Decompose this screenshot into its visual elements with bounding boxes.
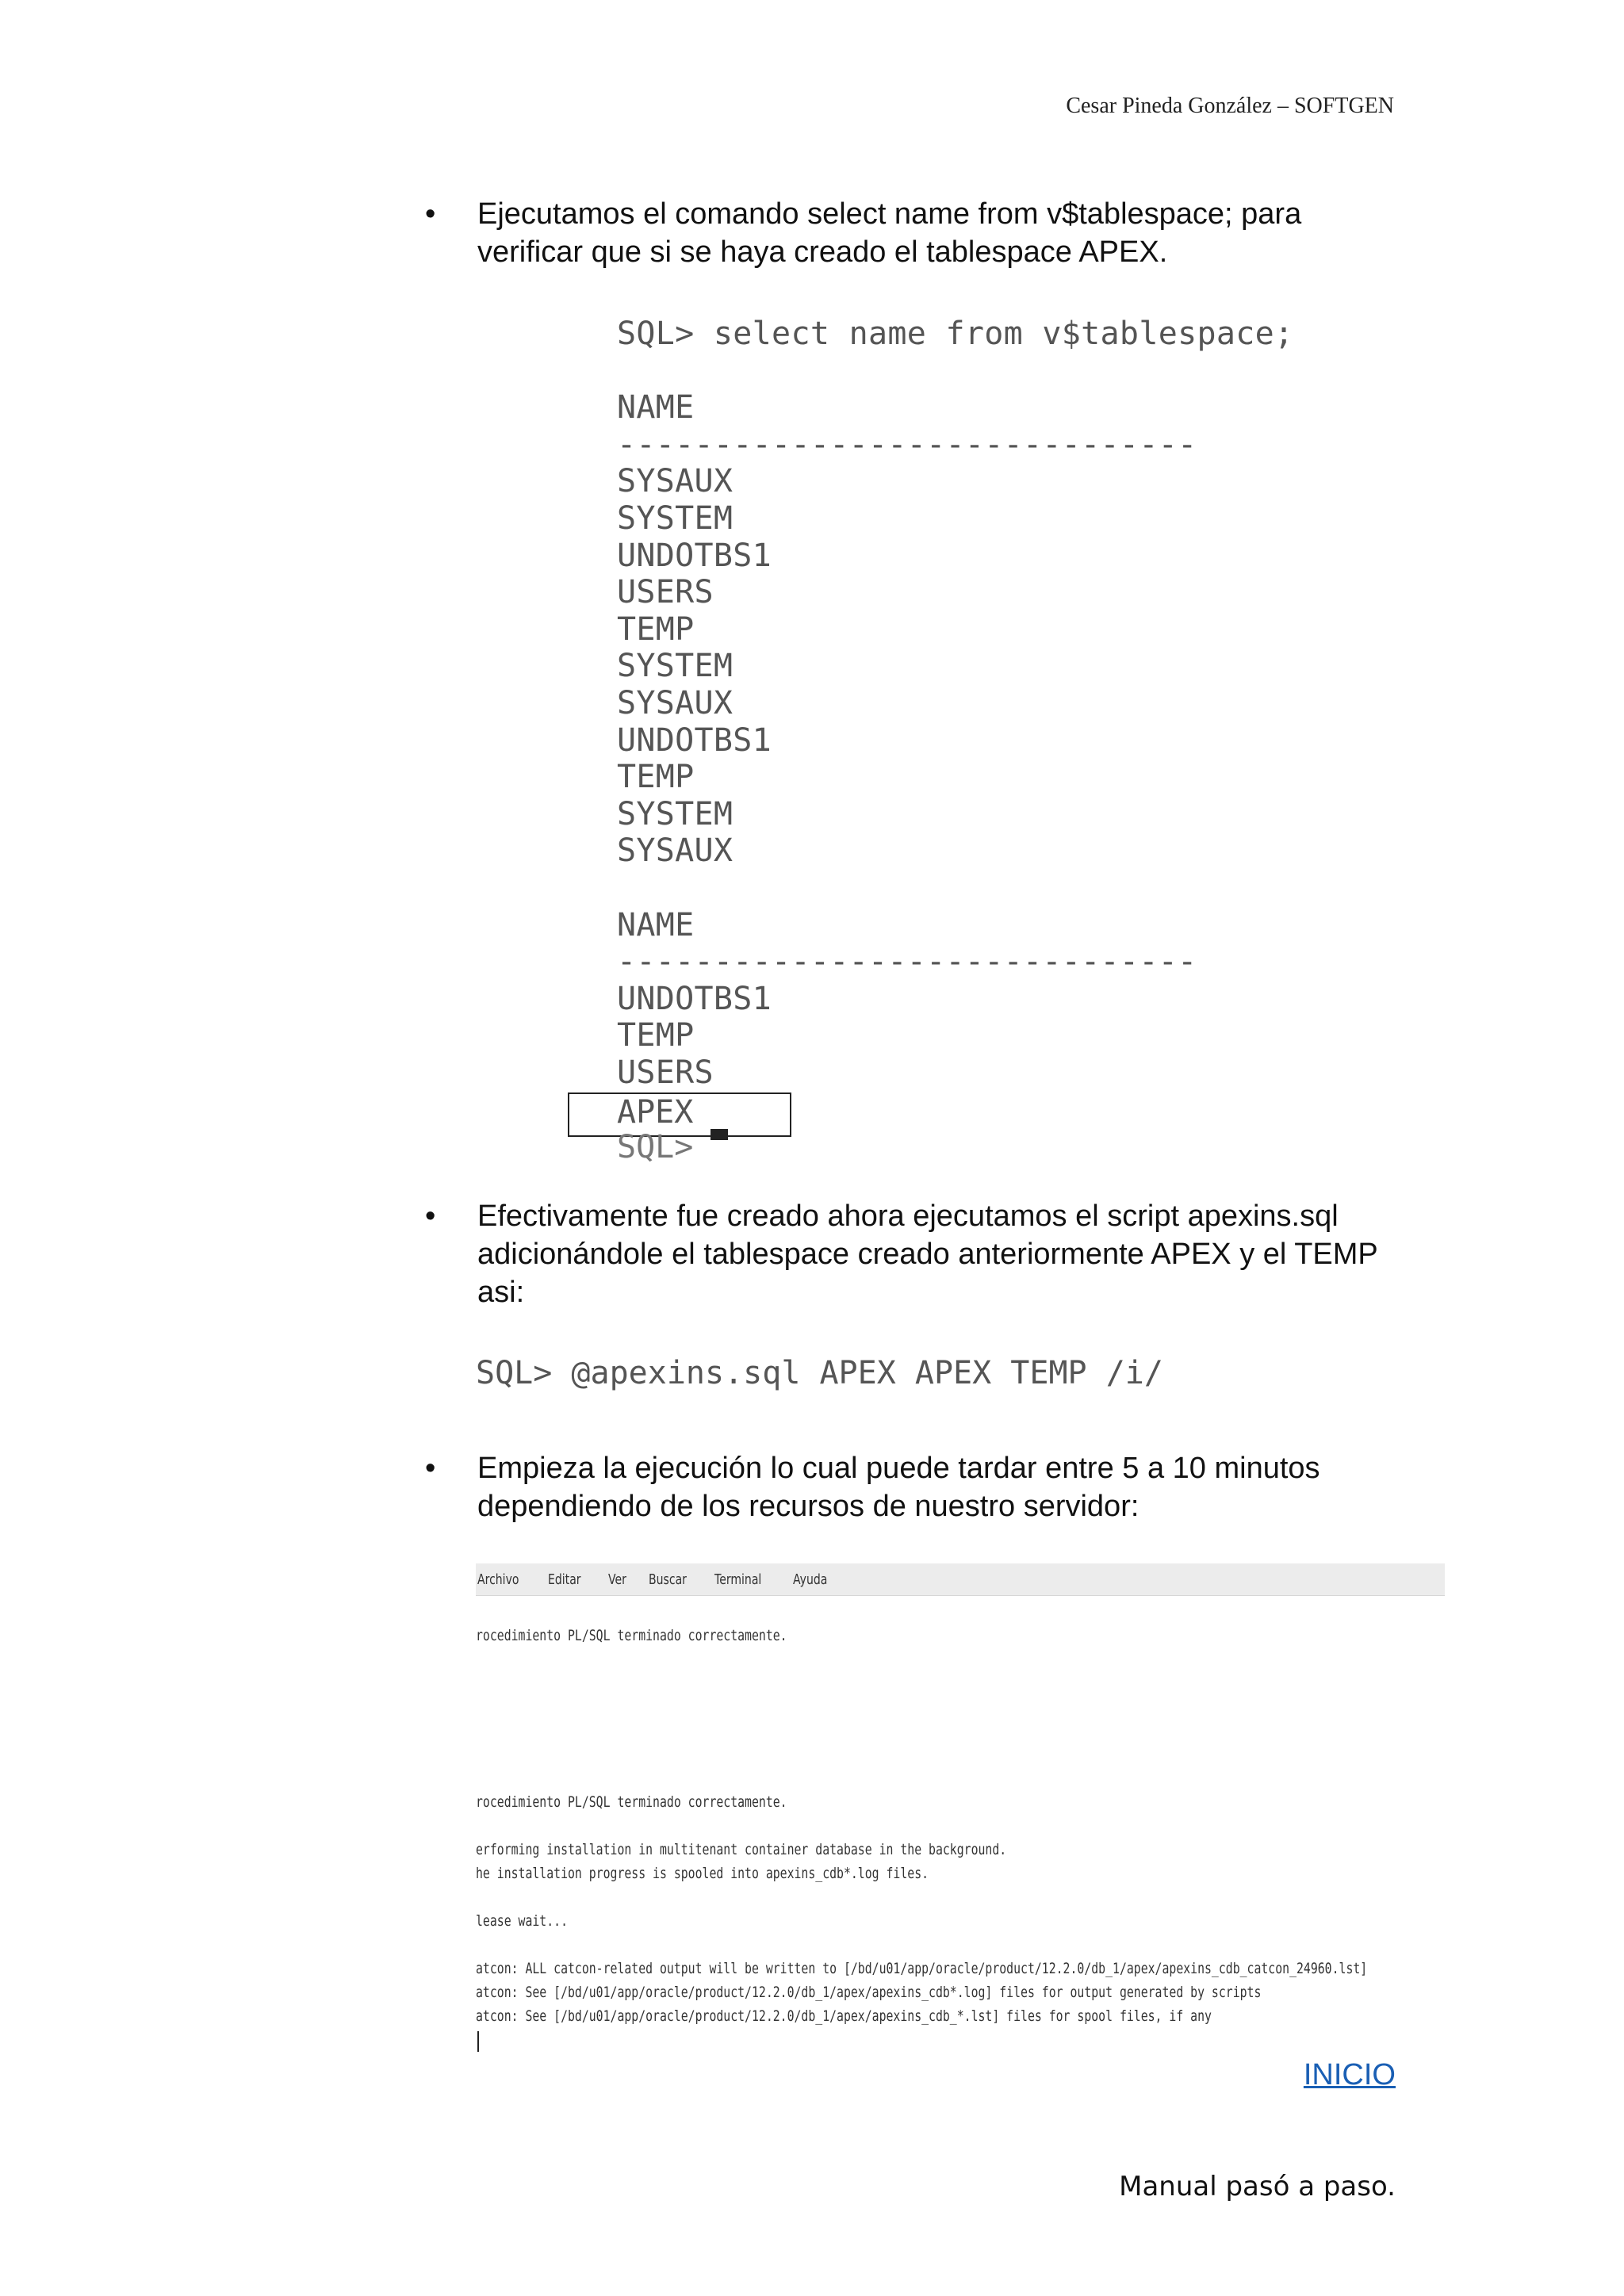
sql-line: SYSAUX <box>617 832 733 870</box>
terminal-menubar <box>476 1563 1445 1596</box>
inicio-link[interactable]: INICIO <box>1303 2058 1396 2091</box>
menu-archivo[interactable]: Archivo <box>477 1571 519 1588</box>
sql-line: SYSAUX <box>617 684 733 721</box>
terminal-line: lease wait... <box>476 1912 569 1930</box>
terminal-line: atcon: See [/bd/u01/app/oracle/product/12.2.0/db_1/apex/apexins_cdb_*.lst] files for spool files, if any <box>476 2007 1212 2025</box>
sql-line: ------------------------------ <box>617 426 1197 463</box>
bullet-item-2 <box>425 1197 1400 1311</box>
page-footer: Manual pasó a paso. <box>1119 2171 1396 2202</box>
sql-line <box>617 870 1293 907</box>
bullet-text: Empieza la ejecución lo cual puede tardar entre 5 a 10 minutos dependiendo de los recursos de nuestro servidor: <box>477 1452 1320 1523</box>
terminal-line: rocedimiento PL/SQL terminado correctamente. <box>476 1627 787 1644</box>
terminal-caret-icon <box>477 2031 479 2052</box>
sql-prompt-fragment: SQL> <box>617 1129 694 1165</box>
sql-output-block <box>617 316 1293 1091</box>
menu-buscar[interactable]: Buscar <box>648 1571 687 1588</box>
cursor-block-icon <box>710 1129 728 1140</box>
sql-line: TEMP <box>617 1017 695 1054</box>
terminal-line: atcon: ALL catcon-related output will be written to [/bd/u01/app/oracle/product/12.2.0/db_1/apex/apexins_cdb_catcon_24960.lst] <box>476 1960 1368 1977</box>
sql-line: SYSTEM <box>617 499 733 537</box>
sql-line: ------------------------------ <box>617 943 1197 981</box>
bullet-item-1 <box>425 195 1400 271</box>
terminal-line: atcon: See [/bd/u01/app/oracle/product/12.2.0/db_1/apex/apexins_cdb*.log] files for output generated by scripts <box>476 1984 1262 2001</box>
sql-line: NAME <box>617 906 695 943</box>
bullet-dot: • <box>425 1200 436 1233</box>
sql-line <box>617 353 1293 390</box>
sql-line: SQL> select name from v$tablespace; <box>617 316 1294 352</box>
sql-line: USERS <box>617 574 714 611</box>
sql-line: SYSAUX <box>617 463 733 500</box>
menu-ayuda[interactable]: Ayuda <box>792 1571 827 1588</box>
sql-line: SYSTEM <box>617 795 733 832</box>
bullet-dot: • <box>425 197 436 231</box>
menu-editar[interactable]: Editar <box>548 1571 581 1588</box>
sql-line: UNDOTBS1 <box>617 721 772 759</box>
menu-terminal[interactable]: Terminal <box>714 1571 762 1588</box>
apex-highlight-box <box>568 1093 791 1165</box>
terminal-line: he installation progress is spooled into apexins_cdb*.log files. <box>476 1865 929 1882</box>
sql-line: USERS <box>617 1054 714 1091</box>
terminal-line: rocedimiento PL/SQL terminado correctamente. <box>476 1793 787 1811</box>
terminal-line: erforming installation in multitenant container database in the background. <box>476 1841 1007 1858</box>
sql-command: SQL> @apexins.sql APEX APEX TEMP /i/ <box>476 1355 1163 1391</box>
menu-ver[interactable]: Ver <box>607 1571 626 1588</box>
bullet-dot: • <box>425 1452 436 1485</box>
terminal-screenshot <box>476 1563 1445 2055</box>
apex-tablespace-name: APEX <box>617 1094 694 1131</box>
bullet-item-3 <box>425 1449 1400 1525</box>
sql-line: TEMP <box>617 610 695 648</box>
bullet-text: Efectivamente fue creado ahora ejecutamos el script apexins.sql adicionándole el tablespace creado anteriormente APEX y el TEMP asi: <box>477 1200 1378 1309</box>
sql-line: SYSTEM <box>617 648 733 685</box>
sql-line: UNDOTBS1 <box>617 537 772 574</box>
sql-line: NAME <box>617 389 695 427</box>
sql-line: UNDOTBS1 <box>617 980 772 1017</box>
bullet-text: Ejecutamos el comando select name from v$tablespace; para verificar que si se haya creado el tablespace APEX. <box>477 197 1302 269</box>
page-header: Cesar Pineda González – SOFTGEN <box>1066 94 1394 118</box>
sql-line: TEMP <box>617 759 695 796</box>
